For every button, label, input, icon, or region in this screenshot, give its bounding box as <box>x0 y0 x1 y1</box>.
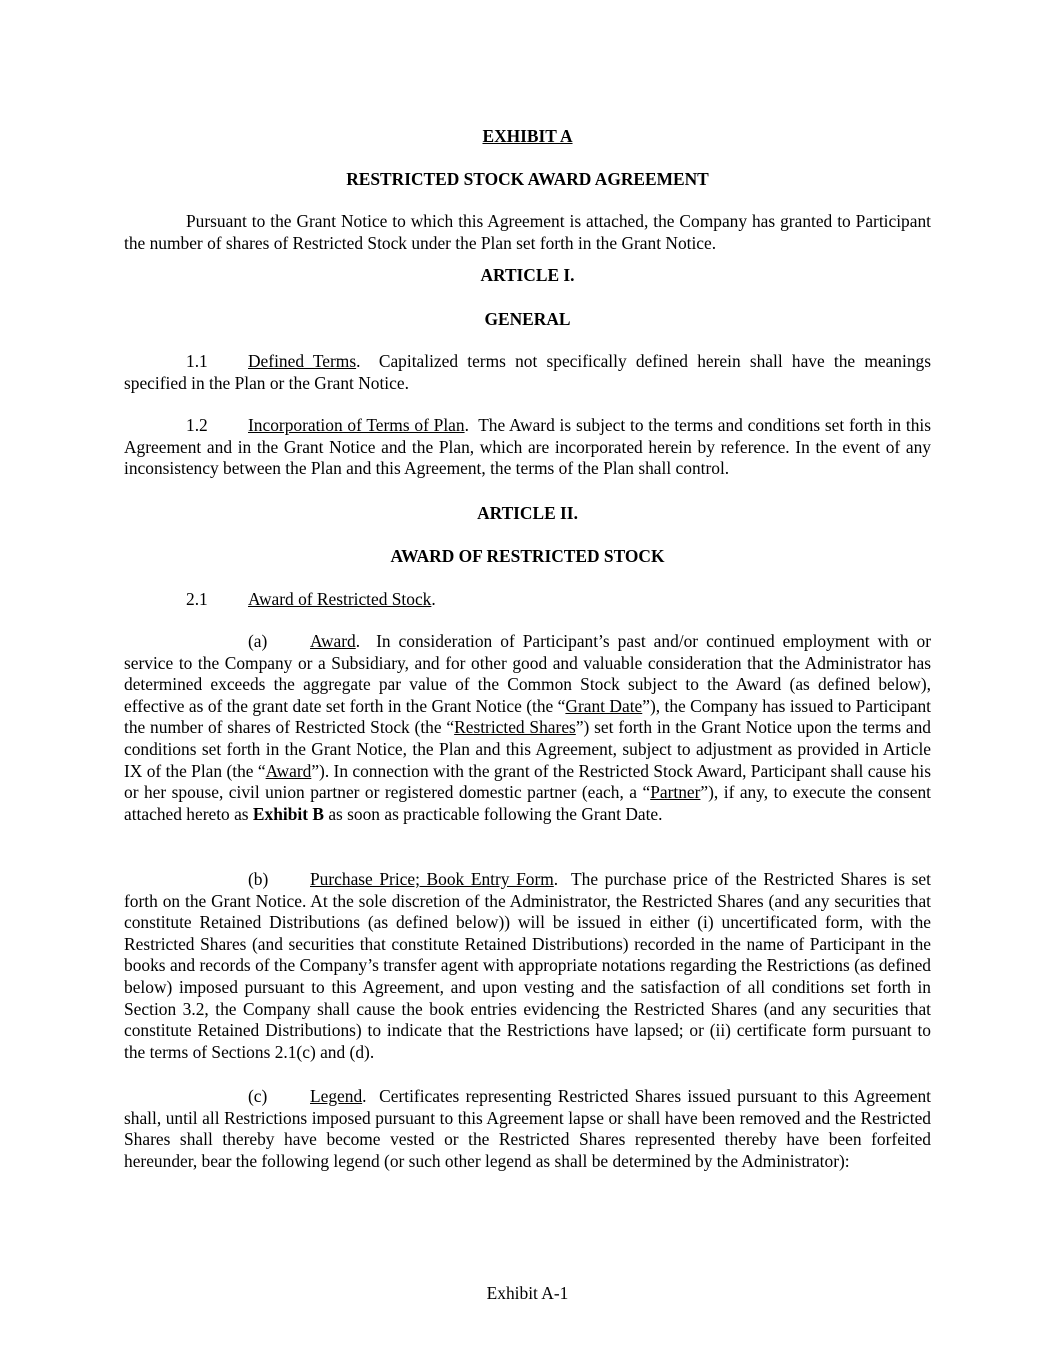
section-2-1-b: (b) Purchase Price; Book Entry Form. The purchase price of the Restricted Shares is set forth on the Grant Notice. At the sole discretion of the Administrator, the Restricted Shares (and any securities that constitute Retained Distributions (as defined below)) will be issued in either (i) uncertificated form, with the Restricted Shares (and securities that constitute Retained Distributions) recorded in the name of Participant in the books and records of the Company’s transfer agent with appropriate notations regarding the Restrictions (as defined below) imposed pursuant to this Agreement, and upon vesting and the satisfaction of all conditions set forth in Section 3.2, the Company shall cause the book entries evidencing the Restricted Shares (and any securities that constitute Retained Distributions) to indicate that the Restrictions have lapsed; or (ii) certificate form pursuant to the terms of Sections 2.1(c) and (d). <box>124 869 931 1062</box>
section-2-1-c: (c) Legend. Certificates representing Restricted Shares issued pursuant to this Agreement shall, until all Restrictions imposed pursuant to this Agreement lapse or shall have been removed and the Restricted Shares shall thereby have become vested or the Restricted Shares represented thereby have been forfeited hereunder, bear the following legend (or such other legend as shall be determined by the Administrator): <box>124 1086 932 1171</box>
section-2-1-c-title: Legend <box>310 1086 363 1106</box>
intro-paragraph: Pursuant to the Grant Notice to which this Agreement is attached, the Company has granted to Participant the number of shares of Restricted Stock under the Plan set forth in the Grant Notice. <box>124 211 931 253</box>
section-2-1-a: (a) Award. In consideration of Participant’s past and/or continued employment with or service to the Company or a Subsidiary, and for other good and valuable consideration that the Administrator has determined exceeds the aggregate par value of the Common Stock subject to the Award (as defined below), effective as of the grant date set forth in the Grant Notice (the “Grant Date”), the Company has issued to Participant the number of shares of Restricted Stock (the “Restricted Shares”) set forth in the Grant Notice upon the terms and conditions set forth in the Grant Notice, the Plan and this Agreement, subject to adjustment as provided in Article IX of the Plan (the “Award”). In connection with the grant of the Restricted Stock Award, Participant shall cause his or her spouse, civil union partner or registered domestic partner (each, a “Partner”), if any, to execute the consent attached hereto as Exhibit B as soon as practicable following the Grant Date. <box>124 631 931 824</box>
article-1-subheading: GENERAL <box>484 309 571 329</box>
defined-term-restricted-shares: Restricted Shares <box>454 717 576 738</box>
section-2-1-b-title: Purchase Price; Book Entry Form <box>310 869 554 889</box>
section-1-2-title: Incorporation of Terms of Plan <box>248 415 465 435</box>
defined-term-award: Award <box>265 760 312 781</box>
section-1-1: 1.1 Defined Terms. Capitalized terms not specifically defined herein shall have the meanings specified in the Plan or the Grant Notice. <box>124 351 931 393</box>
section-2-1: 2.1 Award of Restricted Stock. <box>186 589 436 609</box>
article-1-heading: ARTICLE I. <box>480 265 575 285</box>
agreement-title: RESTRICTED STOCK AWARD AGREEMENT <box>346 169 709 189</box>
section-2-1-a-title: Award <box>310 631 356 651</box>
defined-term-grant-date: Grant Date <box>565 695 643 716</box>
defined-term-partner: Partner <box>650 782 701 803</box>
section-2-1-title: Award of Restricted Stock <box>248 589 432 609</box>
section-1-2: 1.2 Incorporation of Terms of Plan. The Award is subject to the terms and conditions set forth in this Agreement and in the Grant Notice and the Plan, which are incorporated herein by reference. In the event of any inconsistency between the Plan and this Agreement, the terms of the Plan shall control. <box>124 415 932 479</box>
article-2-subheading: AWARD OF RESTRICTED STOCK <box>390 546 665 566</box>
exhibit-title: EXHIBIT A <box>482 126 573 146</box>
section-1-1-title: Defined Terms <box>248 351 357 371</box>
article-2-heading: ARTICLE II. <box>477 503 578 523</box>
page-footer: Exhibit A-1 <box>486 1283 569 1303</box>
exhibit-b-reference: Exhibit B <box>252 803 324 824</box>
